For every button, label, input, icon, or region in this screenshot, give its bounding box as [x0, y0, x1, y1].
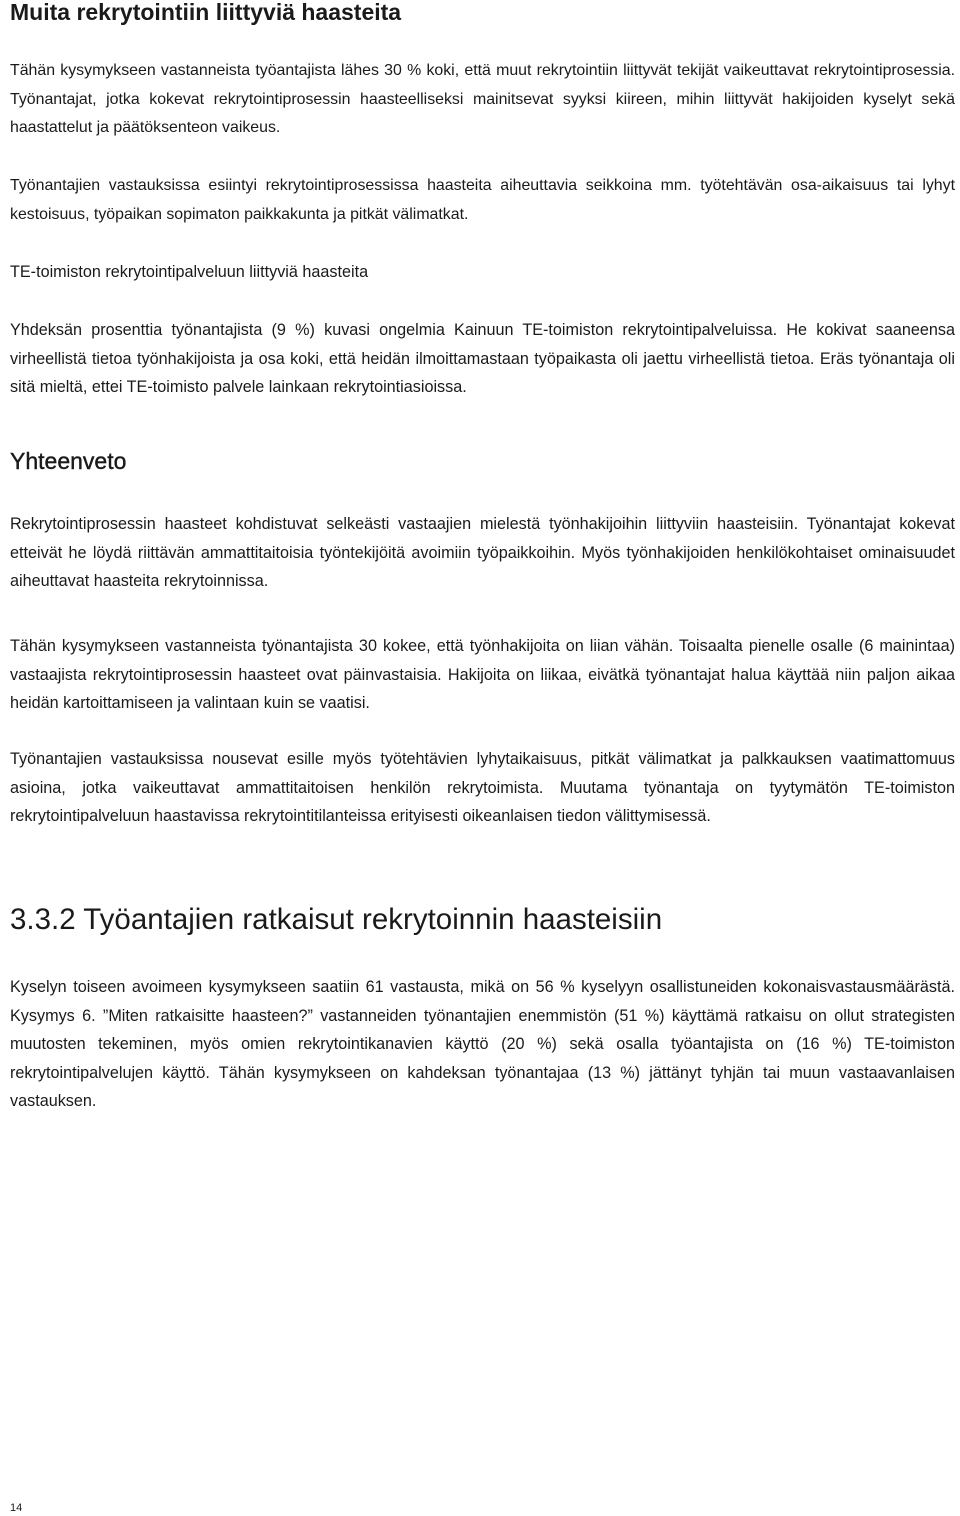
summary-paragraph-2: Tähän kysymykseen vastanneista työnantajista 30 kokee, että työnhakijoita on liian vähän. Toisaalta pienelle osalle (6 mainintaa) vastaajista rekrytointiprosessin haasteet ovat päinvastaisia. Hakijoita on liikaa, eivätkä työnantajat halua käyttää niin paljon aikaa heidän kartoittamiseen ja valintaan kuin se vaatisi. [10, 637, 955, 712]
summary-paragraph-3: Työnantajien vastauksissa nousevat esille myös työtehtävien lyhytaikaisuus, pitkät välimatkat ja palkkauksen vaatimattomuus asioina, jotka vaikeuttavat ammattitaitoisen henkilön rekrytoimista. Muutama työnantaja on tyytymätön TE-toimiston rekrytointipalveluun haastavissa rekrytointitilanteissa erityisesti oikeanlaisen tiedon välittymisessä. [10, 750, 955, 825]
page-number: 14 [10, 1502, 23, 1514]
summary-paragraph-1: Rekrytointiprosessin haasteet kohdistuvat selkeästi vastaajien mielestä työnhakijoihin liittyviin haasteisiin. Työnantajat kokevat etteivät he löydä riittävän ammattitaitoisia työntekijöitä avoimiin työpaikkoihin. Myös työnhakijoiden henkilökohtaiset ominaisuudet aiheuttavat haasteita rekrytoinnissa. [10, 515, 955, 590]
section-heading: Muita rekrytointiin liittyviä haasteita [10, 0, 402, 25]
summary-heading: Yhteenveto [10, 448, 127, 474]
section-332-paragraph: Kyselyn toiseen avoimeen kysymykseen saatiin 61 vastausta, mikä on 56 % kyselyyn osallistuneiden kokonaisvastausmäärästä. Kysymys 6. ”Miten ratkaisitte haasteen?” vastanneiden työnantajien enemmistön (51 %) käyttämä ratkaisu on ollut strategisten muutosten tekeminen, myös omien rekrytointikanavien käyttö (20 %) sekä osalla työantajista on (16 %) TE-toimiston rekrytointipalvelujen käyttö. Tähän kysymykseen on kahdeksan työnantajaa (13 %) jättänyt tyhjän tai muun vastaavanlaisen vastauksen. [10, 978, 955, 1110]
paragraph-other-challenges: Tähän kysymykseen vastanneista työantajista lähes 30 % koki, että muut rekrytointiin liittyvät tekijät vaikeuttavat rekrytointiprosessia. Työnantajat, jotka kokevat rekrytointiprosessin haasteelliseksi mainitsevat syyksi kiireen, mihin liittyvät hakijoiden kyselyt sekä haastattelut ja päätöksenteon vaikeus. [10, 62, 955, 136]
paragraph-te-office: Yhdeksän prosenttia työnantajista (9 %) kuvasi ongelmia Kainuun TE-toimiston rekrytointipalveluissa. He kokivat saaneensa virheellistä tietoa työnhakijoista ja osa koki, että heidän ilmoittamastaan työpaikasta oli jaettu virheellistä tietoa. Eräs työnantaja oli sitä mieltä, ettei TE-toimisto palvele lainkaan rekrytointiasioissa. [10, 321, 955, 396]
subheading-te-office: TE-toimiston rekrytointipalveluun liittyviä haasteita [10, 263, 369, 281]
paragraph-employer-responses: Työnantajien vastauksissa esiintyi rekrytointiprosessissa haasteita aiheuttavia seikkoina mm. työtehtävän osa-aikaisuus tai lyhyt kestoisuus, työpaikan sopimaton paikkakunta ja pitkät välimatkat. [10, 177, 955, 223]
section-332-heading: 3.3.2 Työantajien ratkaisut rekrytoinnin haasteisiin [10, 903, 663, 936]
